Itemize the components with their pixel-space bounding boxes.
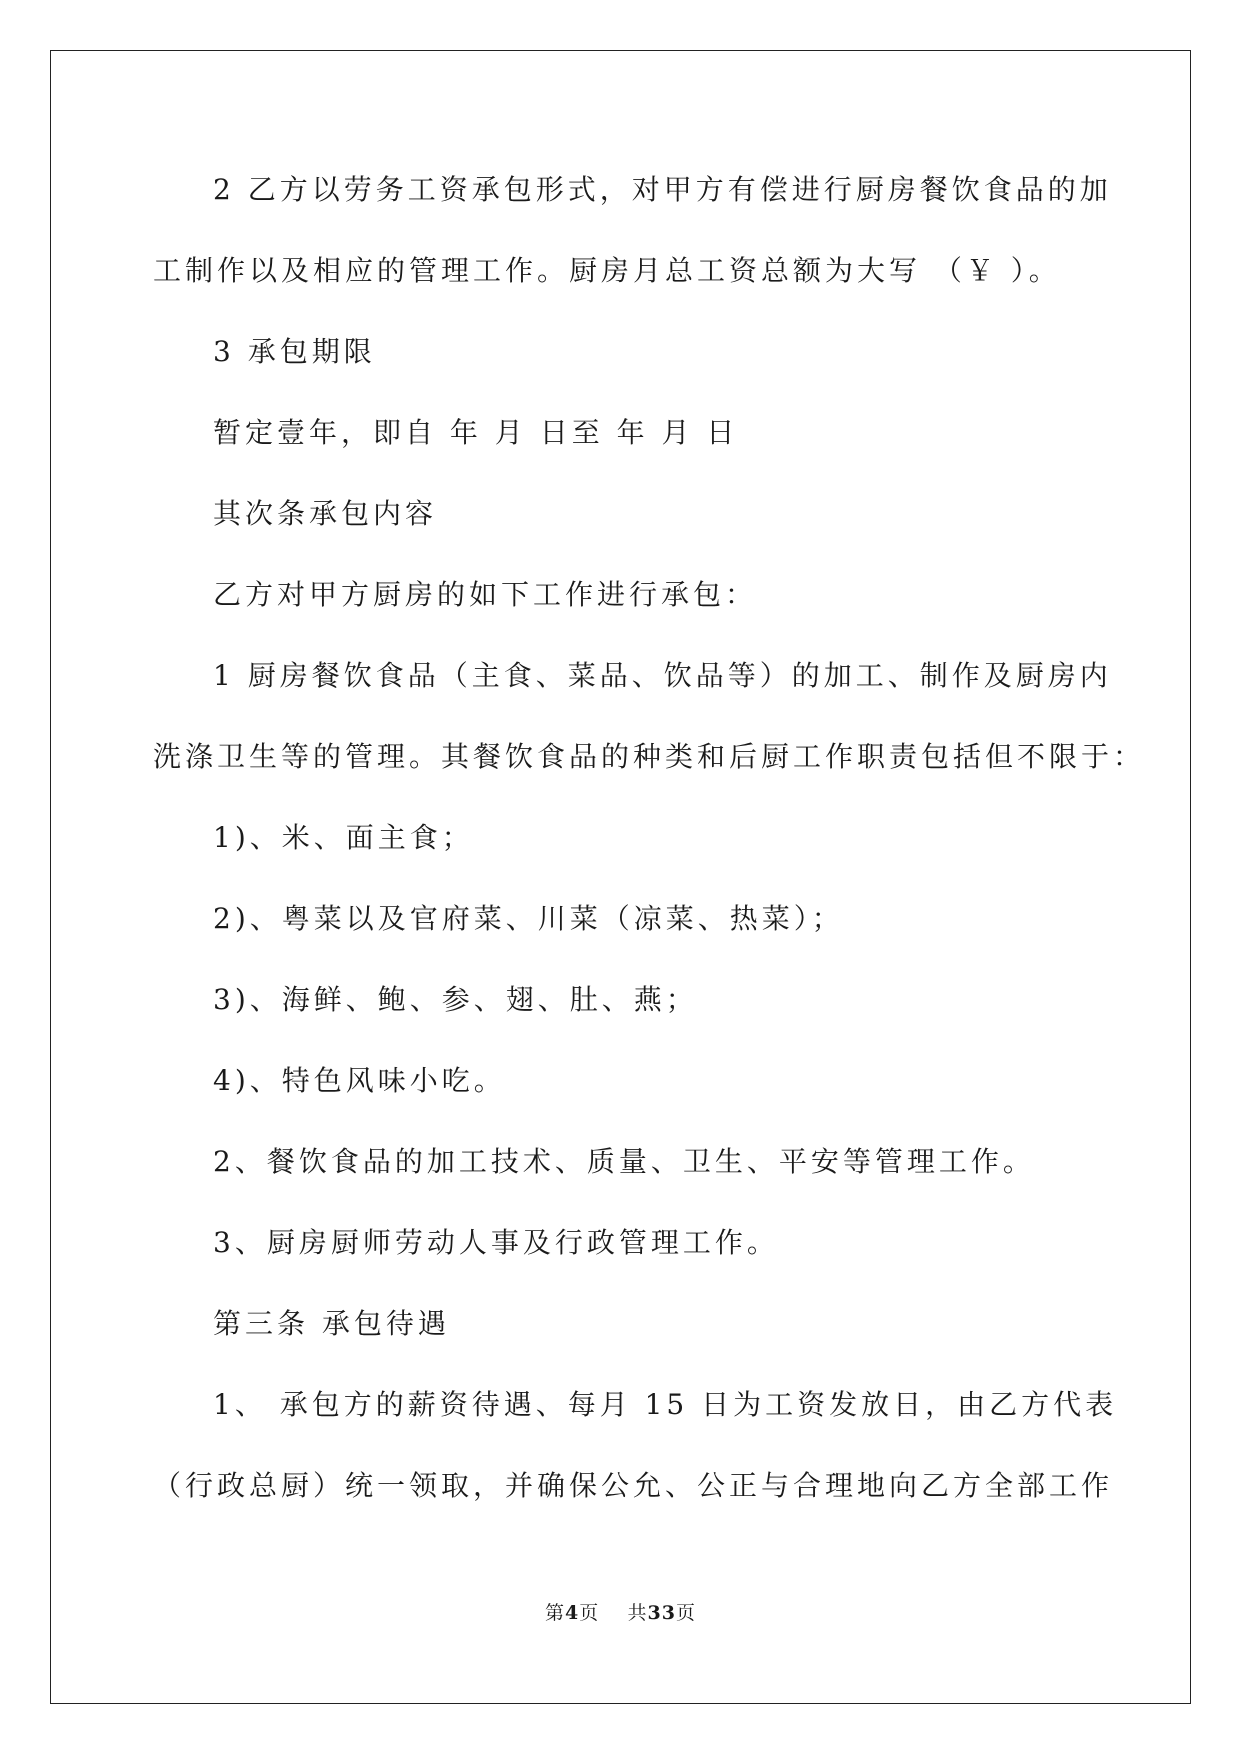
list-item: 2)、粤菜以及官府菜、川菜（凉菜、热菜）； [213,902,844,935]
list-item: 2、餐饮食品的加工技术、质量、卫生、平安等管理工作。 [213,1145,1035,1178]
paragraph-line: 乙方对甲方厨房的如下工作进行承包： [213,578,758,611]
total-pages-number: 33 [647,1602,676,1624]
footer-page-unit: 页 [579,1602,600,1624]
paragraph-line: 2 乙方以劳务工资承包形式，对甲方有偿进行厨房餐饮食品的加 [213,173,1112,206]
section-heading: 3 承包期限 [213,335,376,368]
paragraph-line: （行政总厨）统一领取，并确保公允、公正与合理地向乙方全部工作 [153,1469,1114,1502]
list-item: 4)、特色风味小吃。 [213,1064,506,1097]
list-item: 1)、米、面主食； [213,821,474,854]
paragraph-line: 暂定壹年，即自 年 月 日至 年 月 日 [213,416,739,449]
paragraph-line: 1 厨房餐饮食品（主食、菜品、饮品等）的加工、制作及厨房内 [213,659,1112,692]
page-border [50,50,1191,1704]
article-heading: 第三条 承包待遇 [213,1307,450,1340]
page-footer [0,1598,1241,1625]
list-item: 3)、海鲜、鲍、参、翅、肚、燕； [213,983,698,1016]
list-item: 3、厨房厨师劳动人事及行政管理工作。 [213,1226,779,1259]
paragraph-line: 洗涤卫生等的管理。其餐饮食品的种类和后厨工作职责包括但不限于： [153,740,1146,773]
current-page-number: 4 [565,1602,580,1624]
paragraph-line: 工制作以及相应的管理工作。厨房月总工资总额为大写 （￥ ）。 [153,254,1061,287]
footer-total-unit: 页 [675,1602,696,1624]
footer-prefix: 第 [545,1602,566,1624]
article-heading: 其次条承包内容 [213,497,438,530]
paragraph-line: 1、 承包方的薪资待遇、每月 15 日为工资发放日，由乙方代表 [213,1388,1118,1421]
footer-total-prefix: 共 [627,1602,648,1624]
